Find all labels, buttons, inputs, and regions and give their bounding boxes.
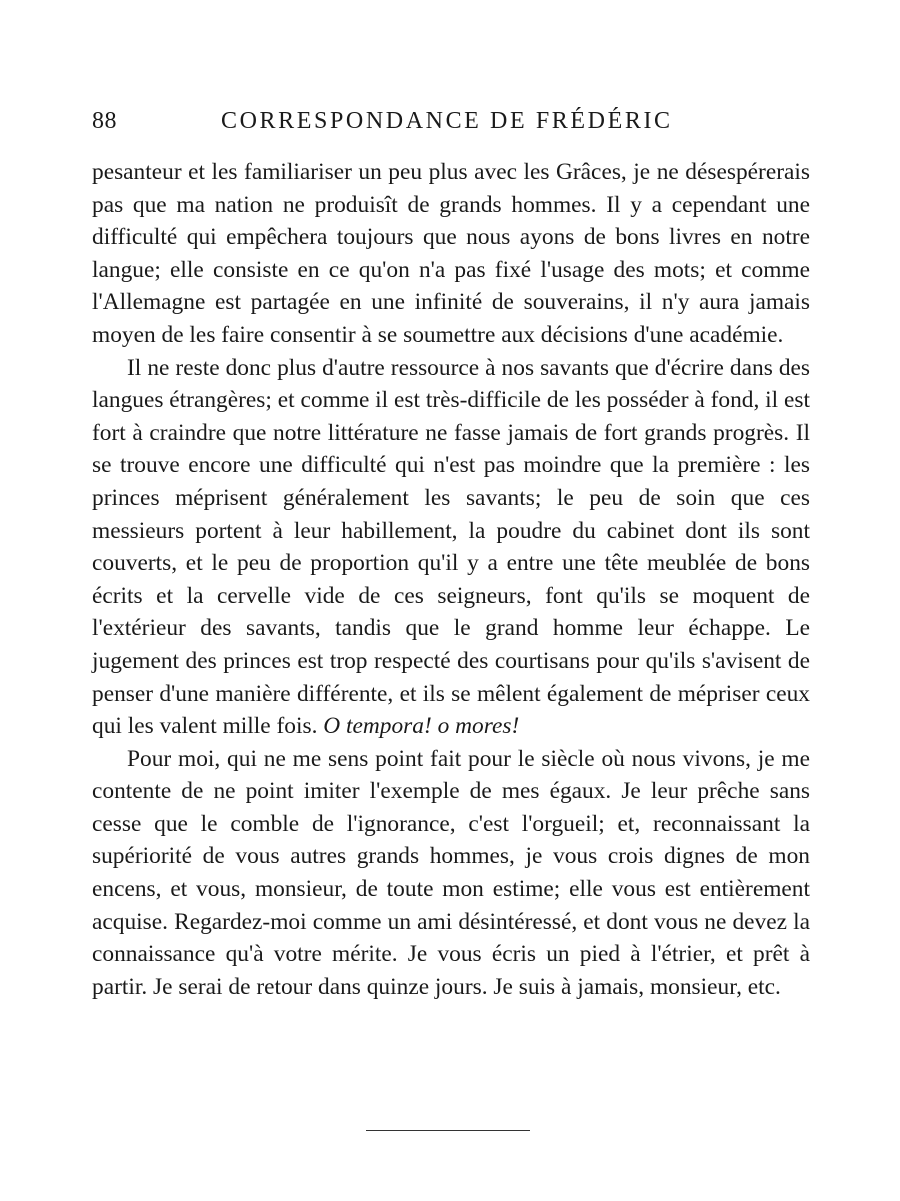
body-text [92,156,810,1003]
page-header [92,108,812,142]
paragraph-savants-text: Il ne reste donc plus d'autre ressource à nos savants que d'écrire dans des langues étrangères; et comme il est très-difficile de les posséder à fond, il est fort à craindre que notre littérature ne fasse jamais de fort grands progrès. Il se trouve encore une difficulté qui n'est pas moindre que la première : les princes méprisent généralement les savants; le peu de soin que ces messieurs portent à leur habillement, la poudre du cabinet dont ils sont couverts, et le peu de proportion qu'il y a entre une tête meublée de bons écrits et la cervelle vide de ces seigneurs, font qu'ils se moquent de l'extérieur des savants, tandis que le grand homme leur échappe. Le jugement des princes est trop respecté des courtisans pour qu'ils s'avisent de penser d'une manière différente, et ils se mêlent également de mépriser ceux qui les valent mille fois. [92,354,810,740]
running-title: CORRESPONDANCE DE FRÉDÉRIC [221,108,673,134]
paragraph-savants [92,352,810,743]
end-rule-divider [366,1130,530,1131]
page-number: 88 [92,108,117,134]
paragraph-closing: Pour moi, qui ne me sens point fait pour le siècle où nous vivons, je me contente de ne point imiter l'exemple de mes égaux. Je leur prêche sans cesse que le comble de l'ignorance, c'est l'orgueil; et, reconnaissant la supériorité de vous autres grands hommes, je vous crois dignes de mon encens, et vous, monsieur, de toute mon estime; elle vous est entièrement acquise. Regardez-moi comme un ami désintéressé, et dont vous ne devez la connaissance qu'à votre mérite. Je vous écris un pied à l'étrier, et prêt à partir. Je serai de retour dans quinze jours. Je suis à jamais, monsieur, etc. [92,745,810,1000]
latin-exclamation: O tempora! o mores! [323,713,520,740]
paragraph-continuation: pesanteur et les familiariser un peu plus avec les Grâces, je ne désespérerais pas que ma nation ne produisît de grands hommes. Il y a cependant une difficulté qui empêchera toujours que nous ayons de bons livres en notre langue; elle consiste en ce qu'on n'a pas fixé l'usage des mots; et comme l'Allemagne est partagée en une infinité de souverains, il n'y aura jamais moyen de les faire consentir à se soumettre aux décisions d'une académie. [92,159,810,348]
